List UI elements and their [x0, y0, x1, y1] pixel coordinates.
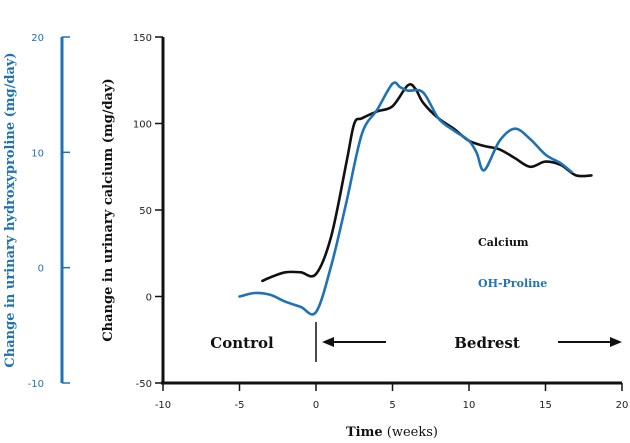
- primary-y-axis-label: Change in urinary calcium (mg/day): [101, 78, 116, 342]
- secondary-y-tick-label: -10: [27, 379, 44, 390]
- secondary-y-axis-label: Change in urinary hydroxyproline (mg/day): [3, 52, 18, 368]
- x-axis-label: [346, 425, 438, 440]
- x-tick-label: 5: [389, 400, 396, 411]
- x-tick-label: 0: [312, 400, 320, 411]
- primary-y-tick-label: 100: [132, 119, 152, 131]
- x-ticks: [155, 383, 629, 411]
- x-axis-label-rest: (weeks): [386, 425, 438, 440]
- secondary-y-ticks: [28, 33, 70, 390]
- right-arrow: [558, 337, 622, 347]
- legend-item-oh-proline: OH-Proline: [478, 277, 548, 290]
- series-line-calcium: [262, 84, 591, 281]
- phase-annotations: [210, 322, 622, 362]
- x-tick-label: -5: [234, 400, 245, 411]
- secondary-y-axis: [3, 33, 70, 390]
- primary-y-tick-label: -50: [135, 379, 152, 390]
- x-tick-label: -10: [154, 400, 172, 411]
- control-phase-label: Control: [210, 334, 274, 352]
- secondary-y-tick-label: 0: [37, 263, 44, 275]
- primary-y-axis: [101, 33, 163, 390]
- legend: [478, 236, 547, 290]
- x-tick-label: 20: [615, 400, 629, 411]
- x-tick-label: 10: [462, 400, 476, 411]
- primary-y-tick-label: 0: [145, 292, 152, 304]
- primary-y-tick-label: 50: [139, 206, 152, 217]
- bedrest-phase-label: Bedrest: [454, 334, 520, 352]
- left-arrow: [322, 337, 386, 347]
- x-tick-label: 15: [539, 400, 552, 411]
- x-axis: [155, 383, 629, 440]
- primary-y-tick-label: 150: [132, 33, 152, 44]
- secondary-y-tick-label: 20: [31, 33, 44, 44]
- secondary-y-tick-label: 10: [31, 148, 44, 160]
- x-axis-label-bold: Time: [346, 425, 383, 440]
- legend-item-calcium: Calcium: [478, 236, 529, 249]
- primary-y-ticks: [133, 33, 163, 390]
